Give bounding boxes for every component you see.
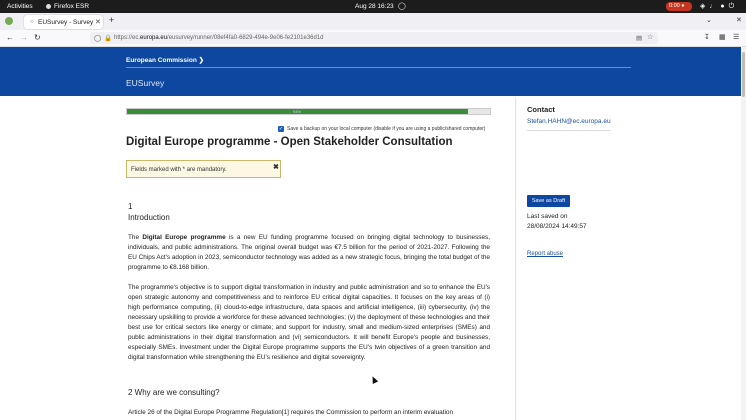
url-bar[interactable] (90, 32, 658, 44)
progress-percent: 94% (292, 109, 301, 114)
section-title-introduction: Introduction (128, 213, 170, 222)
activities-button[interactable]: Activities (7, 3, 33, 10)
tab-strip (0, 13, 746, 30)
app-menu[interactable] (46, 3, 89, 10)
bookmark-star-icon[interactable]: ☆ (647, 34, 654, 41)
eusurvey-brand[interactable]: EUSurvey (126, 78, 165, 88)
web-page (0, 47, 741, 420)
lock-icon[interactable]: 🔒 (104, 35, 113, 42)
backup-label: Save a backup on your local computer (disable if you are using a public/shared computer) (287, 126, 486, 132)
firefox-view-icon[interactable] (5, 17, 13, 25)
scrollbar-thumb[interactable] (742, 52, 745, 97)
forward-arrow-icon[interactable]: → (20, 33, 28, 42)
navigation-bar (0, 30, 746, 47)
system-top-bar (0, 0, 746, 13)
downloads-icon[interactable]: ↧ (704, 34, 710, 41)
mic-icon: ● (720, 3, 729, 10)
site-header-banner (0, 47, 741, 96)
page-favicon-icon: ○ (30, 19, 34, 25)
system-tray[interactable] (700, 2, 738, 11)
notification-bell-icon: ◯ (398, 3, 406, 10)
why-paragraph: Article 26 of the Digital Europe Programme Regulation[1] requires the Commission to perform an interim evaluation (128, 409, 454, 416)
backup-checkbox[interactable]: ✓ (278, 126, 284, 132)
contact-sidebar (515, 98, 741, 420)
clock[interactable]: Aug 28 16:23 (355, 3, 394, 10)
screen-recording-indicator[interactable]: 0:00 ● (666, 2, 692, 11)
contact-heading: Contact (527, 105, 555, 114)
section-number: 1 (128, 202, 133, 211)
sidebar-divider (527, 130, 611, 131)
backup-option[interactable] (278, 126, 485, 132)
header-divider (126, 67, 631, 68)
contact-email-link[interactable]: Stefan.HAHN@ec.europa.eu (527, 118, 611, 125)
page-scrollbar[interactable] (741, 47, 746, 420)
report-abuse-link[interactable]: Report abuse (527, 251, 564, 257)
tracking-shield-icon[interactable]: ◯ (94, 35, 102, 42)
power-icon: ⏻ (728, 3, 739, 10)
url-text[interactable]: https://ec.europa.eu/eusurvey/runner/08ef4fa0-6829-494e-9e06-fe2101e36d1d (114, 35, 324, 41)
back-arrow-icon[interactable]: ← (6, 33, 14, 42)
intro-paragraph-1: The Digital Europe programme is a new EU funding programme focused on bringing digital technology to businesses, individuals, and public administrations. The original overall budget was €7.5 billion for the period of 2021-2027. Following the EU Chips Act's adoption in 2023, semiconductor technology was added as a new strategic focus, bringing the total budget of the programme to €8.168 billion. (128, 234, 490, 271)
firefox-icon (46, 4, 51, 9)
extensions-icon[interactable]: ▦ (719, 34, 726, 41)
recording-time: 0:00 (669, 3, 680, 9)
save-as-draft-button[interactable]: Save as Draft (527, 195, 570, 207)
notice-text: Fields marked with * are mandatory. (131, 167, 227, 173)
mandatory-fields-notice (126, 160, 281, 178)
tab-eusurvey[interactable] (24, 15, 103, 29)
list-tabs-chevron-icon[interactable]: ⌄ (706, 17, 712, 24)
last-saved-label: Last saved on (527, 213, 568, 220)
reader-view-icon[interactable]: ▤ (636, 35, 643, 42)
menu-hamburger-icon[interactable]: ☰ (733, 34, 740, 41)
tab-title: EUSurvey - Survey (38, 18, 94, 26)
volume-icon: ♩ (709, 3, 721, 10)
tab-close-icon[interactable]: ✕ (95, 18, 101, 26)
section-title-why-consulting: 2 Why are we consulting? (128, 388, 220, 397)
page-title: Digital Europe programme - Open Stakeholder Consultation (126, 136, 453, 148)
survey-progress-bar (126, 108, 491, 115)
app-name: Firefox ESR (54, 3, 90, 10)
notice-close-icon[interactable]: ✖ (273, 164, 279, 171)
window-close-icon[interactable]: ✕ (736, 17, 742, 24)
reload-icon[interactable]: ↻ (34, 33, 41, 42)
last-saved-timestamp: 28/08/2024 14:49:57 (527, 223, 587, 230)
intro-paragraph-2: The programme's objective is to support digital transformation in industry and public administration and so to enhance the EU's open strategic autonomy and competitiveness and to reinforce EU critical digital capacities. It focuses on the key areas of (i) high performance computing, (ii) cloud-to-edge infrastructure, data spaces and artificial intelligence, (iii) cybersecurity, (iv) the necessary upskilling to provide a workforce for these advanced technologies; (v) the deployment of these technologies and their best use for critical sectors like energy or climate; and support for industry, small and medium-sized enterprises (SMEs) and public administrations in their digital transformation and (vi) semiconductors. It will benefit Europe's people and businesses, especially SMEs. Investment under the Digital Europe programme supports the EU's twin objectives of a green transition and digital transformation while strengthening the EU's resilience and digital sovereignty. (128, 284, 490, 361)
new-tab-button[interactable]: + (109, 15, 115, 25)
european-commission-link[interactable]: European Commission ❯ (126, 57, 205, 64)
wifi-icon: ◈ (700, 3, 710, 10)
